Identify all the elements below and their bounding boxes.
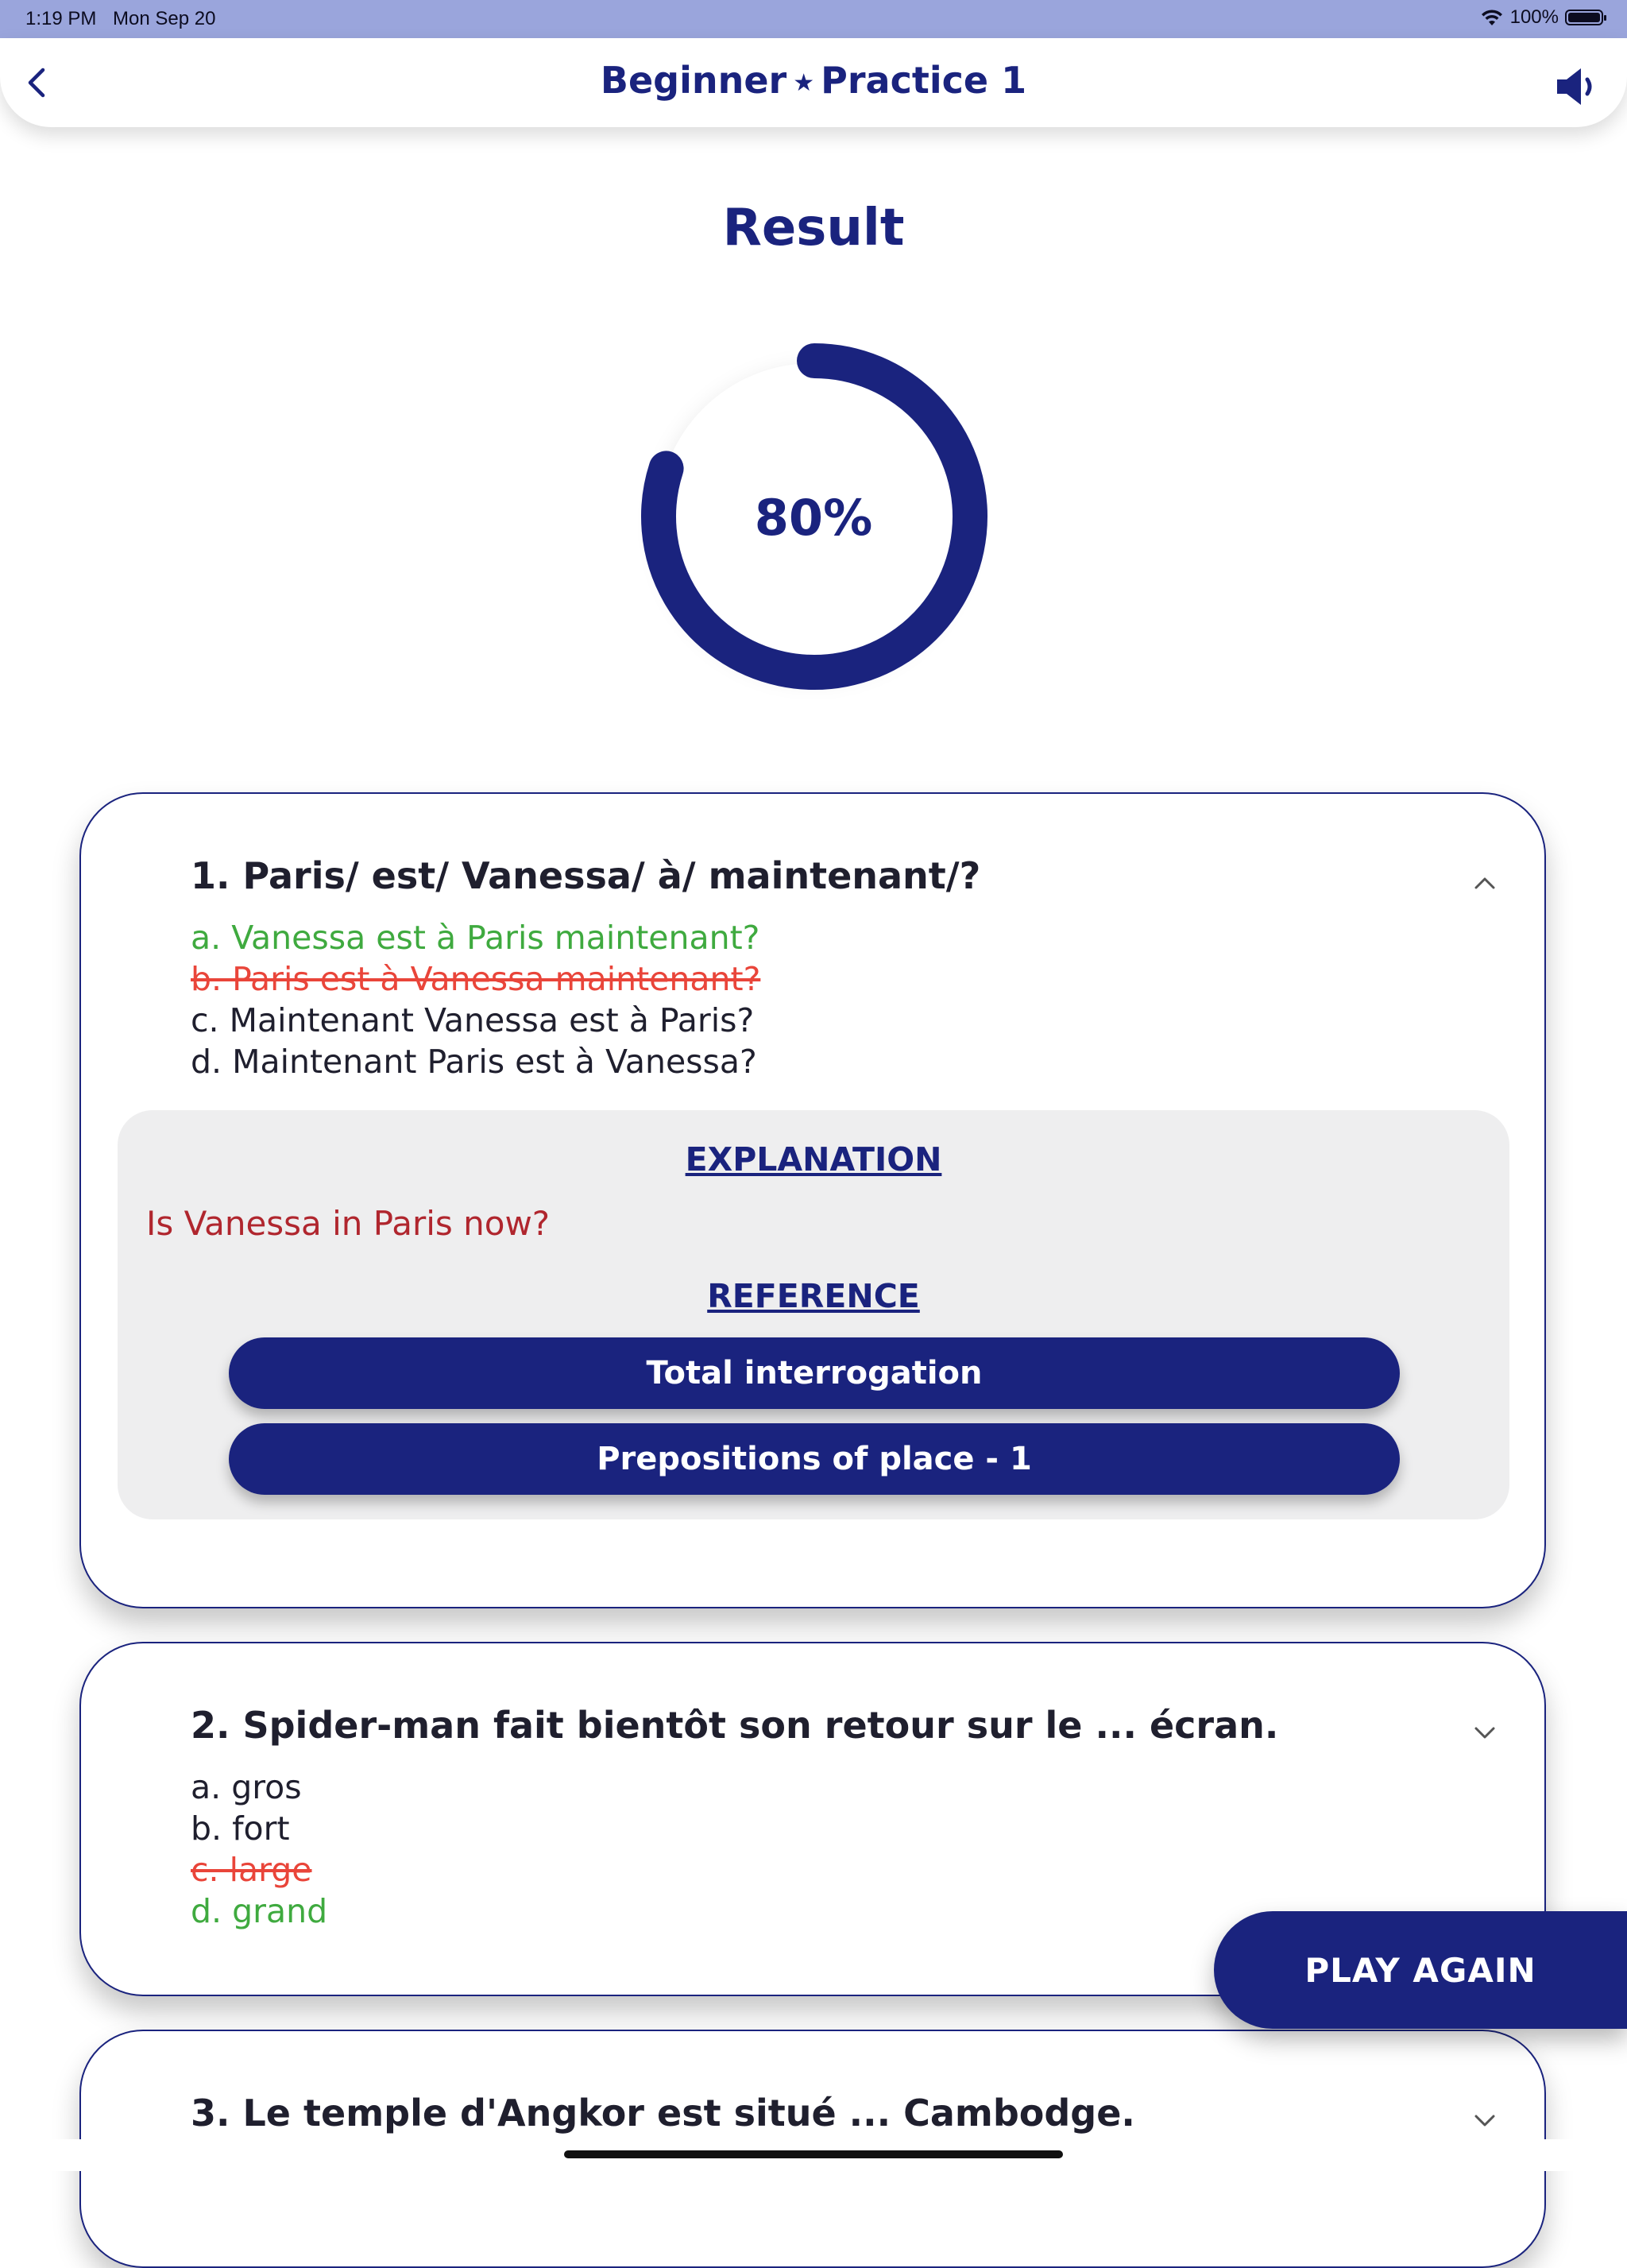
answer-option: a. Vanessa est à Paris maintenant? [191,919,760,957]
navigation-bar [0,38,1627,127]
explanation-panel [118,1110,1509,1519]
star-icon: ★ [793,69,815,97]
status-time: 1:19 PM [25,8,97,29]
question-title: 2. Spider-man fait bientôt son retour sur le ... écran. [191,1704,1279,1747]
battery-percent: 100% [1509,6,1559,28]
answer-options [191,1767,327,1932]
page-title [0,59,1627,102]
reference-heading: REFERENCE [707,1277,920,1315]
question-title: 1. Paris/ est/ Vanessa/ à/ maintenant/? [191,854,981,897]
speaker-icon[interactable] [1554,65,1603,108]
result-title: Result [722,199,905,257]
question-card-1[interactable] [79,792,1546,1608]
answer-option: c. Maintenant Vanessa est à Paris? [191,1001,755,1039]
score-percent: 80% [754,489,873,547]
play-again-button[interactable]: PLAY AGAIN [1214,1911,1627,2029]
status-bar [0,0,1627,38]
chevron-down-icon[interactable] [1473,1724,1497,1740]
answer-option: b. fort [191,1809,290,1848]
reference-button-total-interrogation[interactable]: Total interrogation [229,1337,1400,1409]
status-date: Mon Sep 20 [113,8,216,29]
chevron-down-icon[interactable] [1473,2112,1497,2128]
status-indicators [1480,6,1603,29]
question-title: 3. Le temple d'Angkor est situé ... Cambodge. [191,2092,1135,2134]
explanation-heading: EXPLANATION [685,1140,942,1179]
title-practice: Practice 1 [821,59,1027,102]
reference-button-prepositions-of-place[interactable]: Prepositions of place - 1 [229,1423,1400,1495]
wifi-icon [1480,8,1504,27]
answer-option: a. gros [191,1768,302,1806]
title-level: Beginner [600,59,787,102]
explanation-text: Is Vanessa in Paris now? [146,1204,551,1243]
answer-option: c. large [191,1851,312,1889]
battery-icon [1565,10,1603,25]
chevron-up-icon[interactable] [1473,875,1497,891]
answer-option: d. grand [191,1892,328,1930]
home-indicator[interactable] [564,2150,1063,2158]
answer-option: b. Paris est à Vanessa maintenant? [191,960,761,998]
answer-options [191,917,760,1082]
answer-option: d. Maintenant Paris est à Vanessa? [191,1043,757,1081]
